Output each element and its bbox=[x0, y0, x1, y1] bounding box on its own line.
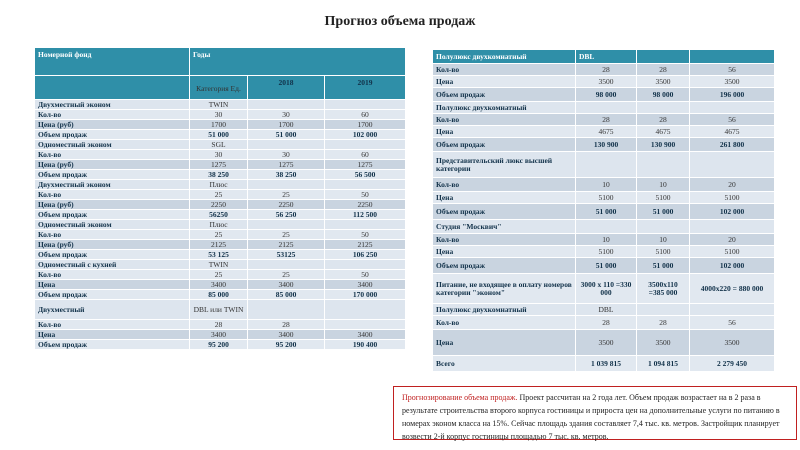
row-value bbox=[248, 100, 325, 110]
row-value: 28 bbox=[637, 114, 690, 126]
row-value bbox=[576, 152, 637, 178]
row-value: 20 bbox=[690, 178, 775, 192]
row-value: DBL или TWIN bbox=[190, 300, 248, 320]
table-row bbox=[433, 138, 775, 152]
section-row bbox=[35, 300, 406, 320]
row-value: 3400 bbox=[248, 280, 325, 290]
row-value bbox=[637, 304, 690, 316]
row-value: Плюс bbox=[190, 220, 248, 230]
row-label: Полулюкс двухкомнатный bbox=[433, 102, 576, 114]
table-row bbox=[35, 200, 406, 210]
row-label: Двухместный эконом bbox=[35, 100, 190, 110]
row-value: 25 bbox=[190, 190, 248, 200]
row-value: 50 bbox=[325, 190, 406, 200]
row-value: 190 400 bbox=[325, 340, 406, 350]
row-value: 102 000 bbox=[690, 258, 775, 274]
row-label: Одноместный эконом bbox=[35, 220, 190, 230]
row-value: 53 125 bbox=[190, 250, 248, 260]
row-value: 3400 bbox=[190, 330, 248, 340]
table-row bbox=[35, 210, 406, 220]
row-label: Кол-во bbox=[35, 110, 190, 120]
row-value: 102 000 bbox=[690, 204, 775, 220]
row-value: 28 bbox=[637, 64, 690, 76]
row-value bbox=[637, 152, 690, 178]
row-label: Цена bbox=[35, 280, 190, 290]
table-row bbox=[433, 330, 775, 356]
row-value bbox=[248, 180, 325, 190]
row-value: 28 bbox=[190, 320, 248, 330]
row-value: 106 250 bbox=[325, 250, 406, 260]
row-label: Двухместный эконом bbox=[35, 180, 190, 190]
row-value: 3400 bbox=[325, 280, 406, 290]
row-value bbox=[325, 300, 406, 320]
row-label: Кол-во bbox=[35, 150, 190, 160]
left-sales-table bbox=[34, 47, 406, 350]
table-row bbox=[433, 88, 775, 102]
right-header-cat: DBL bbox=[576, 50, 637, 64]
row-label: Кол-во bbox=[35, 320, 190, 330]
row-label: Двухместный bbox=[35, 300, 190, 320]
row-label: Объем продаж bbox=[35, 340, 190, 350]
row-value: 1700 bbox=[190, 120, 248, 130]
row-label: Цена bbox=[433, 126, 576, 138]
table-row bbox=[35, 170, 406, 180]
row-value: 5100 bbox=[690, 192, 775, 204]
row-value: 56 bbox=[690, 316, 775, 330]
row-value: 38 250 bbox=[248, 170, 325, 180]
row-value: 10 bbox=[637, 178, 690, 192]
row-label: Кол-во bbox=[433, 316, 576, 330]
section-row bbox=[35, 220, 406, 230]
section-row bbox=[433, 102, 775, 114]
row-value: 25 bbox=[248, 190, 325, 200]
row-value: 170 000 bbox=[325, 290, 406, 300]
row-value: 3500 bbox=[690, 330, 775, 356]
row-value: 3500 bbox=[576, 76, 637, 88]
row-value bbox=[690, 304, 775, 316]
row-label: Объем продаж bbox=[433, 138, 576, 152]
row-value bbox=[248, 260, 325, 270]
table-row bbox=[433, 204, 775, 220]
row-value: 51 000 bbox=[576, 258, 637, 274]
row-value: 2125 bbox=[190, 240, 248, 250]
row-value: 1700 bbox=[325, 120, 406, 130]
row-value: 56 bbox=[690, 64, 775, 76]
row-value: 10 bbox=[637, 234, 690, 246]
row-value: 30 bbox=[248, 110, 325, 120]
row-value: 3000 х 110 =330 000 bbox=[576, 274, 637, 304]
table-row bbox=[35, 320, 406, 330]
row-value bbox=[576, 102, 637, 114]
row-value bbox=[248, 220, 325, 230]
row-value: 3500 bbox=[576, 330, 637, 356]
header-year-2019: 2019 bbox=[325, 76, 406, 100]
table-row bbox=[433, 258, 775, 274]
row-value bbox=[325, 100, 406, 110]
row-value: 3400 bbox=[325, 330, 406, 340]
row-value: 51 000 bbox=[637, 204, 690, 220]
table-row bbox=[433, 274, 775, 304]
row-value: 56250 bbox=[190, 210, 248, 220]
row-label: Студия "Москвич" bbox=[433, 220, 576, 234]
row-label: Объем продаж bbox=[433, 204, 576, 220]
row-value: 2250 bbox=[325, 200, 406, 210]
row-value bbox=[248, 140, 325, 150]
table-row bbox=[433, 246, 775, 258]
row-label: Цена bbox=[433, 246, 576, 258]
row-value: DBL bbox=[576, 304, 637, 316]
section-row bbox=[35, 180, 406, 190]
forecast-note bbox=[393, 386, 797, 440]
row-label: Цена bbox=[433, 192, 576, 204]
row-value: 51 000 bbox=[248, 130, 325, 140]
row-value: 60 bbox=[325, 150, 406, 160]
row-value: 25 bbox=[190, 230, 248, 240]
row-value: 1 039 815 bbox=[576, 356, 637, 372]
row-value: 112 500 bbox=[325, 210, 406, 220]
row-value bbox=[576, 220, 637, 234]
table-row bbox=[433, 64, 775, 76]
table-row bbox=[35, 280, 406, 290]
table-row bbox=[35, 330, 406, 340]
row-label: Одноместный эконом bbox=[35, 140, 190, 150]
table-row bbox=[433, 126, 775, 138]
row-value: 53125 bbox=[248, 250, 325, 260]
row-value: 28 bbox=[576, 64, 637, 76]
table-row bbox=[35, 150, 406, 160]
row-label: Цена (руб) bbox=[35, 240, 190, 250]
row-value: 20 bbox=[690, 234, 775, 246]
page-title: Прогноз объема продаж bbox=[324, 14, 476, 29]
section-row bbox=[433, 220, 775, 234]
row-value bbox=[325, 180, 406, 190]
row-label: Кол-во bbox=[433, 234, 576, 246]
table-row bbox=[35, 290, 406, 300]
table-row bbox=[433, 178, 775, 192]
header-room-fund: Номерной фонд bbox=[35, 48, 190, 76]
section-row bbox=[35, 100, 406, 110]
row-value: 3500 bbox=[690, 76, 775, 88]
row-label: Объем продаж bbox=[35, 250, 190, 260]
table-row bbox=[433, 356, 775, 372]
table-row bbox=[35, 120, 406, 130]
row-value: 60 bbox=[325, 110, 406, 120]
row-value: 56 250 bbox=[248, 210, 325, 220]
row-label: Цена (руб) bbox=[35, 160, 190, 170]
row-value: 95 200 bbox=[248, 340, 325, 350]
right-sales-table bbox=[432, 49, 775, 372]
table-row bbox=[433, 114, 775, 126]
row-label: Цена (руб) bbox=[35, 200, 190, 210]
row-value: 5100 bbox=[576, 192, 637, 204]
row-value: 4675 bbox=[637, 126, 690, 138]
header-category: Категория Ед. bbox=[190, 76, 248, 100]
note-lead: Прогнозирование объема продаж. bbox=[402, 393, 518, 402]
row-value: SGL bbox=[190, 140, 248, 150]
section-row bbox=[433, 152, 775, 178]
row-value bbox=[248, 300, 325, 320]
row-value: 30 bbox=[190, 110, 248, 120]
row-value: 51 000 bbox=[576, 204, 637, 220]
row-value: 2250 bbox=[248, 200, 325, 210]
row-value: 2125 bbox=[248, 240, 325, 250]
table-row bbox=[433, 234, 775, 246]
row-value: TWIN bbox=[190, 260, 248, 270]
row-label: Объем продаж bbox=[433, 258, 576, 274]
row-value: 98 000 bbox=[637, 88, 690, 102]
row-value: 95 200 bbox=[190, 340, 248, 350]
right-header-label: Полулюкс двухкомнатный bbox=[433, 50, 576, 64]
row-value: 50 bbox=[325, 270, 406, 280]
row-value: 2 279 450 bbox=[690, 356, 775, 372]
row-value: 51 000 bbox=[190, 130, 248, 140]
row-value: 4675 bbox=[576, 126, 637, 138]
row-value bbox=[325, 320, 406, 330]
row-value bbox=[325, 140, 406, 150]
row-label: Кол-во bbox=[35, 230, 190, 240]
row-value: 30 bbox=[190, 150, 248, 160]
row-value: 85 000 bbox=[190, 290, 248, 300]
row-value bbox=[690, 152, 775, 178]
table-row bbox=[35, 270, 406, 280]
row-value: 130 900 bbox=[576, 138, 637, 152]
table-row bbox=[35, 240, 406, 250]
row-label: Цена (руб) bbox=[35, 120, 190, 130]
row-value: 38 250 bbox=[190, 170, 248, 180]
row-value: 3500 bbox=[637, 330, 690, 356]
row-label: Кол-во bbox=[433, 178, 576, 192]
row-value: 5100 bbox=[637, 246, 690, 258]
row-value: 3500х110 =385 000 bbox=[637, 274, 690, 304]
row-value: 1275 bbox=[248, 160, 325, 170]
row-value: 261 800 bbox=[690, 138, 775, 152]
table-row bbox=[35, 160, 406, 170]
row-value bbox=[690, 102, 775, 114]
row-value: 28 bbox=[576, 316, 637, 330]
row-label: Объем продаж bbox=[433, 88, 576, 102]
header-year-2018: 2018 bbox=[248, 76, 325, 100]
row-value: 10 bbox=[576, 234, 637, 246]
row-value bbox=[325, 220, 406, 230]
row-label: Объем продаж bbox=[35, 130, 190, 140]
row-value: 4000х220 = 880 000 bbox=[690, 274, 775, 304]
row-value bbox=[325, 260, 406, 270]
row-value: 51 000 bbox=[637, 258, 690, 274]
row-value: 25 bbox=[190, 270, 248, 280]
row-label: Цена bbox=[433, 330, 576, 356]
row-value: 2125 bbox=[325, 240, 406, 250]
table-row bbox=[433, 76, 775, 88]
table-row bbox=[35, 130, 406, 140]
row-value: 1 094 815 bbox=[637, 356, 690, 372]
row-value: 25 bbox=[248, 270, 325, 280]
row-value: 130 900 bbox=[637, 138, 690, 152]
row-value: 196 000 bbox=[690, 88, 775, 102]
row-value: 4675 bbox=[690, 126, 775, 138]
row-value: 30 bbox=[248, 150, 325, 160]
row-value: 28 bbox=[248, 320, 325, 330]
row-value: 5100 bbox=[576, 246, 637, 258]
row-label: Всего bbox=[433, 356, 576, 372]
row-label: Одноместный с кухней bbox=[35, 260, 190, 270]
row-label: Представительский люкс высшей категории bbox=[433, 152, 576, 178]
row-value: 25 bbox=[248, 230, 325, 240]
row-value: 3400 bbox=[190, 280, 248, 290]
section-row bbox=[35, 260, 406, 270]
row-value: 1275 bbox=[325, 160, 406, 170]
row-label: Кол-во bbox=[433, 114, 576, 126]
table-subheader bbox=[35, 76, 406, 100]
row-value: 28 bbox=[576, 114, 637, 126]
row-label: Кол-во bbox=[35, 190, 190, 200]
row-value: 102 000 bbox=[325, 130, 406, 140]
row-value: 85 000 bbox=[248, 290, 325, 300]
table-row bbox=[433, 192, 775, 204]
row-value: 10 bbox=[576, 178, 637, 192]
row-value: 2250 bbox=[190, 200, 248, 210]
row-label: Полулюкс двухкомнатный bbox=[433, 304, 576, 316]
row-value: 56 500 bbox=[325, 170, 406, 180]
row-value: 56 bbox=[690, 114, 775, 126]
header-years: Годы bbox=[190, 48, 406, 76]
row-value: TWIN bbox=[190, 100, 248, 110]
row-value: 5100 bbox=[690, 246, 775, 258]
table-header bbox=[35, 48, 406, 76]
note-text: Проект рассчитан на 2 года лет. Объем продаж возрастает на в 2 раза в результате строительства второго корпуса гостиницы и прироста цен на дополнительные услуги по питанию в номерах эконом класса на 15%. Сейчас площадь здания составляет 7,4 тыс. кв. метров. Застройщик планирует возвести 2-й корпус гостиницы площадью 7 тыс. кв. метров. bbox=[402, 393, 780, 441]
section-row bbox=[433, 304, 775, 316]
section-row bbox=[35, 140, 406, 150]
row-label: Объем продаж bbox=[35, 210, 190, 220]
row-label: Объем продаж bbox=[35, 170, 190, 180]
row-value: 1275 bbox=[190, 160, 248, 170]
row-value: 3500 bbox=[637, 76, 690, 88]
right-table-header bbox=[433, 50, 775, 64]
table-row bbox=[35, 190, 406, 200]
row-value: 50 bbox=[325, 230, 406, 240]
row-value: 1700 bbox=[248, 120, 325, 130]
row-label: Питание, не входящее в оплату номеров категории "эконом" bbox=[433, 274, 576, 304]
row-value: 28 bbox=[637, 316, 690, 330]
table-row bbox=[433, 316, 775, 330]
row-label: Объем продаж bbox=[35, 290, 190, 300]
table-row bbox=[35, 110, 406, 120]
row-value bbox=[637, 220, 690, 234]
row-label: Кол-во bbox=[433, 64, 576, 76]
row-value: 3400 bbox=[248, 330, 325, 340]
table-row bbox=[35, 250, 406, 260]
row-label: Кол-во bbox=[35, 270, 190, 280]
row-value bbox=[690, 220, 775, 234]
row-label: Цена bbox=[35, 330, 190, 340]
row-value bbox=[637, 102, 690, 114]
table-row bbox=[35, 230, 406, 240]
row-value: Плюс bbox=[190, 180, 248, 190]
row-value: 5100 bbox=[637, 192, 690, 204]
table-row bbox=[35, 340, 406, 350]
row-value: 98 000 bbox=[576, 88, 637, 102]
row-label: Цена bbox=[433, 76, 576, 88]
